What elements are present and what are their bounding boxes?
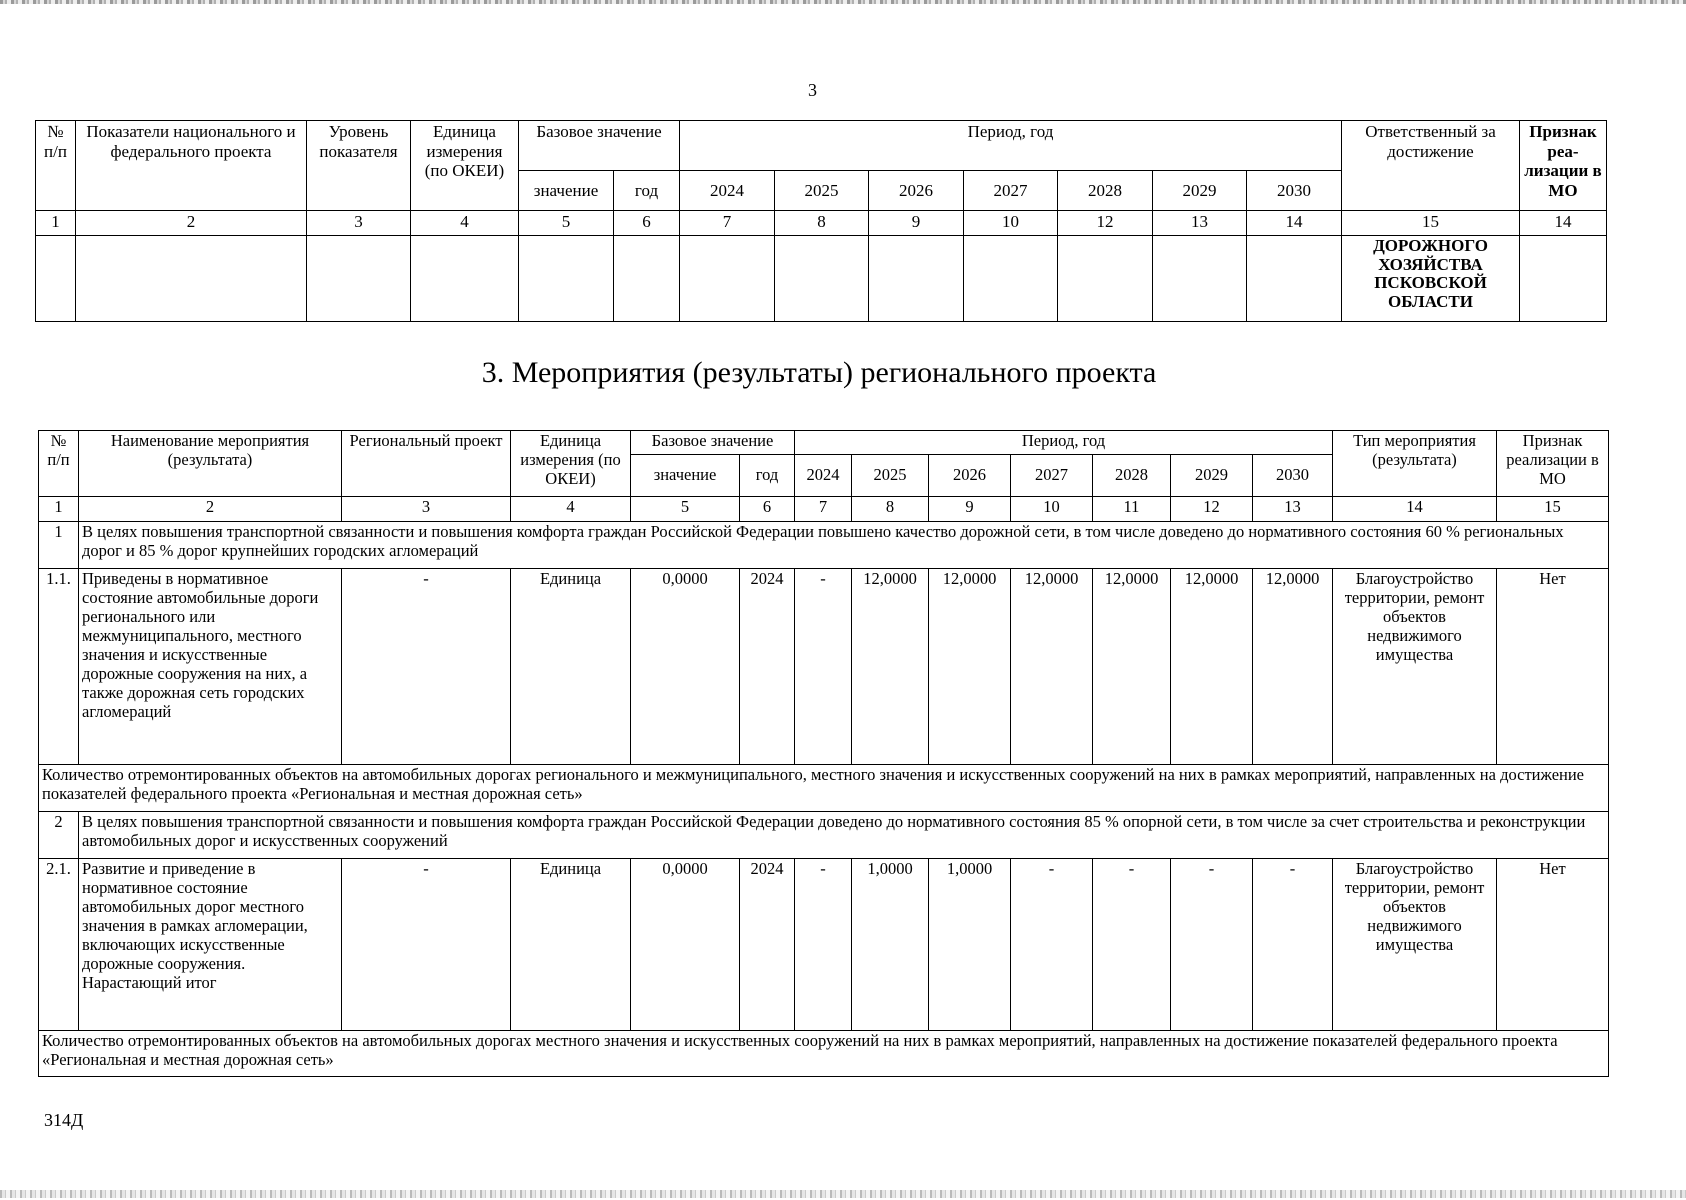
t2-h-period: Период, год [795, 431, 1333, 455]
measure-value: - [1093, 859, 1171, 1031]
t2-h-name: Наименование мероприятия (результата) [79, 431, 342, 497]
t1-h-year: 2030 [1247, 171, 1342, 211]
t2-h-base-value: значение [631, 455, 740, 497]
measure-type: Благоустройство территории, ремонт объектов недвижимого имущества [1333, 859, 1497, 1031]
t2-index-cell: 5 [631, 497, 740, 522]
t1-index-cell: 6 [614, 211, 680, 236]
goal-text: В целях повышения транспортной связанности и повышения комфорта граждан Российской Федерации доведено до нормативного состояния 85 % опорной сети, в том числе за счет строительства и реконструкции автомобильных дорог и искусственных сооружений [79, 812, 1609, 859]
goal-number: 1 [39, 522, 79, 569]
measure-type: Благоустройство территории, ремонт объектов недвижимого имущества [1333, 569, 1497, 765]
measure-num: 1.1. [39, 569, 79, 765]
t1-h-level: Уровень показателя [307, 121, 411, 211]
t2-index-cell: 2 [79, 497, 342, 522]
measure-project: - [342, 569, 511, 765]
t2-h-year: 2028 [1093, 455, 1171, 497]
measure-value: 12,0000 [852, 569, 929, 765]
t1-h-sign: Признак реа-лизации в МО [1520, 121, 1607, 211]
measure-base-year: 2024 [740, 859, 795, 1031]
t1-index-cell: 14 [1247, 211, 1342, 236]
t1-index-cell: 14 [1520, 211, 1607, 236]
measure-value: 12,0000 [1011, 569, 1093, 765]
t2-index-cell: 14 [1333, 497, 1497, 522]
measure-value: - [795, 859, 852, 1031]
measure-value: 1,0000 [852, 859, 929, 1031]
t2-h-project: Региональный проект [342, 431, 511, 497]
page-number: 3 [808, 80, 817, 100]
indicators-table [35, 120, 1607, 322]
measure-value: - [1253, 859, 1333, 1031]
t1-h-year: 2028 [1058, 171, 1153, 211]
t2-h-year: 2024 [795, 455, 852, 497]
t2-index-cell: 13 [1253, 497, 1333, 522]
t2-index-cell: 10 [1011, 497, 1093, 522]
t2-h-year: 2030 [1253, 455, 1333, 497]
t2-h-year: 2026 [929, 455, 1011, 497]
t1-h-base-year: год [614, 171, 680, 211]
t1-h-year: 2025 [775, 171, 869, 211]
t2-index-cell: 9 [929, 497, 1011, 522]
t1-h-name: Показатели национального и федерального проекта [76, 121, 307, 211]
measure-value: - [1171, 859, 1253, 1031]
measure-value: 12,0000 [1253, 569, 1333, 765]
t1-h-unit: Единица измерения (по ОКЕИ) [411, 121, 519, 211]
t2-h-num: № п/п [39, 431, 79, 497]
measure-num: 2.1. [39, 859, 79, 1031]
t1-index-cell: 10 [964, 211, 1058, 236]
t2-h-base: Базовое значение [631, 431, 795, 455]
section-title: 3. Мероприятия (результаты) регионального проекта [481, 356, 1157, 389]
measure-unit: Единица [511, 569, 631, 765]
t2-h-type: Тип мероприятия (результата) [1333, 431, 1497, 497]
t1-index-cell: 15 [1342, 211, 1520, 236]
t1-h-year: 2026 [869, 171, 964, 211]
measure-base-value: 0,0000 [631, 569, 740, 765]
measure-unit: Единица [511, 859, 631, 1031]
t1-index-cell: 13 [1153, 211, 1247, 236]
goal-number: 2 [39, 812, 79, 859]
t1-h-base: Базовое значение [519, 121, 680, 171]
t1-index-cell: 12 [1058, 211, 1153, 236]
measure-name: Развитие и приведение в нормативное состояние автомобильных дорог местного значения в рамках агломерации, включающих искусственные дорожные сооружения. Нарастающий итог [79, 859, 342, 1031]
measure-sign: Нет [1497, 859, 1609, 1031]
measure-value: - [795, 569, 852, 765]
measure-sign: Нет [1497, 569, 1609, 765]
t2-index-cell: 6 [740, 497, 795, 522]
measure-project: - [342, 859, 511, 1031]
t1-h-responsible: Ответственный за достижение [1342, 121, 1520, 211]
t1-index-cell: 1 [36, 211, 76, 236]
measure-base-year: 2024 [740, 569, 795, 765]
measure-value: 12,0000 [1093, 569, 1171, 765]
t1-h-year: 2027 [964, 171, 1058, 211]
t2-h-base-year: год [740, 455, 795, 497]
measure-value: 12,0000 [1171, 569, 1253, 765]
t2-index-cell: 3 [342, 497, 511, 522]
t1-h-num: № п/п [36, 121, 76, 211]
t2-index-cell: 8 [852, 497, 929, 522]
t2-index-cell: 15 [1497, 497, 1609, 522]
t2-h-year: 2027 [1011, 455, 1093, 497]
measure-value: 1,0000 [929, 859, 1011, 1031]
measures-table [38, 430, 1609, 1077]
measure-value: 12,0000 [929, 569, 1011, 765]
measure-base-value: 0,0000 [631, 859, 740, 1031]
t1-responsible-value: ДОРОЖНОГО ХОЗЯЙСТВА ПСКОВСКОЙ ОБЛАСТИ [1342, 236, 1520, 322]
t2-index-cell: 7 [795, 497, 852, 522]
t2-h-unit: Единица измерения (по ОКЕИ) [511, 431, 631, 497]
measure-note: Количество отремонтированных объектов на автомобильных дорогах местного значения и искусственных сооружений на них в рамках мероприятий, направленных на достижение показателей федерального проекта «Региональная и местная дорожная сеть» [39, 1031, 1609, 1077]
t2-h-sign: Признак реализации в МО [1497, 431, 1609, 497]
t1-index-cell: 7 [680, 211, 775, 236]
scan-edge-top [0, 0, 1686, 4]
t1-h-year: 2024 [680, 171, 775, 211]
measure-value: - [1011, 859, 1093, 1031]
t1-h-base-value: значение [519, 171, 614, 211]
t2-index-cell: 12 [1171, 497, 1253, 522]
footer-code: 314Д [44, 1110, 84, 1130]
t1-h-period: Период, год [680, 121, 1342, 171]
t2-h-year: 2025 [852, 455, 929, 497]
t1-index-cell: 8 [775, 211, 869, 236]
t1-index-cell: 9 [869, 211, 964, 236]
t1-h-year: 2029 [1153, 171, 1247, 211]
scan-edge-bottom [0, 1190, 1686, 1198]
t2-index-cell: 11 [1093, 497, 1171, 522]
t1-index-cell: 3 [307, 211, 411, 236]
t1-index-cell: 2 [76, 211, 307, 236]
goal-text: В целях повышения транспортной связанности и повышения комфорта граждан Российской Федерации повышено качество дорожной сети, в том числе доведено до нормативного состояния 60 % региональных дорог и 85 % дорог крупнейших городских агломераций [79, 522, 1609, 569]
measure-note: Количество отремонтированных объектов на автомобильных дорогах регионального и межмуниципального, местного значения и искусственных сооружений на них в рамках мероприятий, направленных на достижение показателей федерального проекта «Региональная и местная дорожная сеть» [39, 765, 1609, 812]
t1-index-cell: 5 [519, 211, 614, 236]
t2-index-cell: 1 [39, 497, 79, 522]
t2-h-year: 2029 [1171, 455, 1253, 497]
t1-index-cell: 4 [411, 211, 519, 236]
measure-name: Приведены в нормативное состояние автомобильные дороги регионального или межмуниципального, местного значения и искусственные дорожные сооружения на них, а также дорожная сеть городских агломераций [79, 569, 342, 765]
t2-index-cell: 4 [511, 497, 631, 522]
